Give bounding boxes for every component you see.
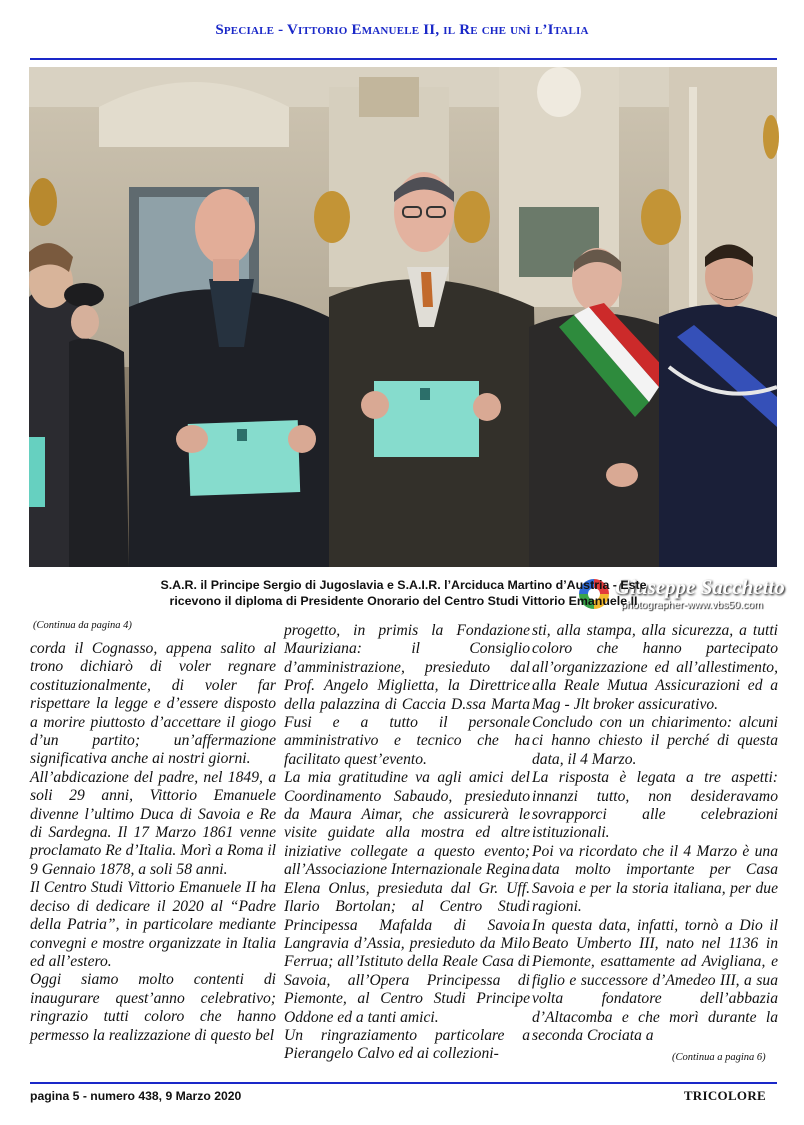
caption-line-1: S.A.R. il Principe Sergio di Jugoslavia e S.A.I.R. l’Arciduca Martino d’Austria - Este <box>160 578 647 592</box>
paragraph: Un ringraziamento particolare a Pierangelo Calvo ed ai collezioni- <box>284 1026 530 1063</box>
watermark-subtitle: photographer-www.vbs50.com <box>621 599 763 611</box>
paragraph: All’abdicazione del padre, nel 1849, a soli 29 anni, Vittorio Emanuele divenne l’ultimo Duca di Savoia e Re di Sardegna. Il 17 Marzo 1861 venne proclamato Re d’Italia. Morì a Roma il 9 Gennaio 1878, a soli 58 anni. <box>30 768 276 878</box>
article-column-3 <box>532 622 778 1045</box>
page-header: Speciale - Vittorio Emanuele II, il Re che unì l’Italia <box>215 22 589 38</box>
continued-from-note: (Continua da pagina 4) <box>33 620 132 631</box>
paragraph: Oggi siamo molto contenti di inaugurare quest’anno celebrativo; ringrazio tutti coloro che hanno permesso la realizzazione di questo bel <box>30 971 276 1044</box>
paragraph: progetto, in primis la Fondazione Mauriziana: il Consiglio d’amministrazione, presieduto dal Prof. Angelo Miglietta, la Direttrice della palazzina di Caccia D.ssa Marta Fusi e a tutto il personale amministrativo e tecnico che ha facilitato quest’evento. <box>284 622 530 768</box>
paragraph: Concludo con un chiarimento: alcuni ci hanno chiesto il perché di questa data, il 4 Marzo. <box>532 714 778 768</box>
watermark-name: Giuseppe Sacchetto <box>615 575 785 599</box>
footer-rule <box>30 1082 777 1084</box>
paragraph: La risposta è legata a tre aspetti: innanzi tutto, non desideravamo sovrapporci alle celebrazioni istituzionali. <box>532 769 778 842</box>
photo-caption <box>30 577 777 609</box>
paragraph: Poi va ricordato che il 4 Marzo è una data molto importante per Casa Savoia e per la storia italiana, per due ragioni. <box>532 842 778 916</box>
photo-illustration <box>29 67 777 567</box>
paragraph: Il Centro Studi Vittorio Emanuele II ha deciso di dedicare il 2020 al “Padre della Patria”, in particolare mediante convegni e mostre organizzate in Italia ed all’estero. <box>30 879 276 970</box>
paragraph: corda il Cognasso, appena salito al trono dichiarò di voler regnare costituzionalmente, di voler far rispettare la legge e d’essere disposto a morire piuttosto d’accettare il giogo d’un partito; un’affermazione significativa anche ai nostri giorni. <box>30 640 276 768</box>
article-column-1 <box>30 640 276 1045</box>
article-column-2 <box>284 622 530 1064</box>
caption-line-2: ricevono il diploma di Presidente Onorario del Centro Studi Vittorio Emanuele II <box>169 594 638 608</box>
continued-to-note: (Continua a pagina 6) <box>672 1052 766 1063</box>
page-info: pagina 5 - numero 438, 9 Marzo 2020 <box>30 1089 242 1103</box>
paragraph: sti, alla stampa, alla sicurezza, a tutti coloro che hanno partecipato all’organizzazione ed all’allestimento, alla Reale Mutua Assicurazioni ed a Mag - Jlt broker assicurativo. <box>532 622 778 713</box>
paragraph: In questa data, infatti, tornò a Dio il Beato Umberto III, nato nel 1136 in Piemonte, esattamente ad Avigliana, e figlio e successore d’Amedeo III, a sua volta fondatore dell’abbazia d’Altacomba e che morì durante la seconda Crociata a <box>532 916 778 1044</box>
publication-name: TRICOLORE <box>683 1088 766 1103</box>
header-rule <box>30 58 777 60</box>
paragraph: La mia gratitudine va agli amici del Coordinamento Sabaudo, presieduto da Maura Aimar, che assicurerà le visite guidate alla mostra ed altre iniziative collegate a questo evento; all’Associazione Internazionale Regina Elena Onlus, presieduta dal Gr. Uff. Ilario Bortolan; al Centro Studi Principessa Mafalda di Savoia Langravia d’Assia, presieduto da Milo Ferrua; all’Istituto della Reale Casa di Savoia, all’Opera Principessa di Piemonte, al Centro Studi Principe Oddone ed a tanti amici. <box>284 769 530 1026</box>
